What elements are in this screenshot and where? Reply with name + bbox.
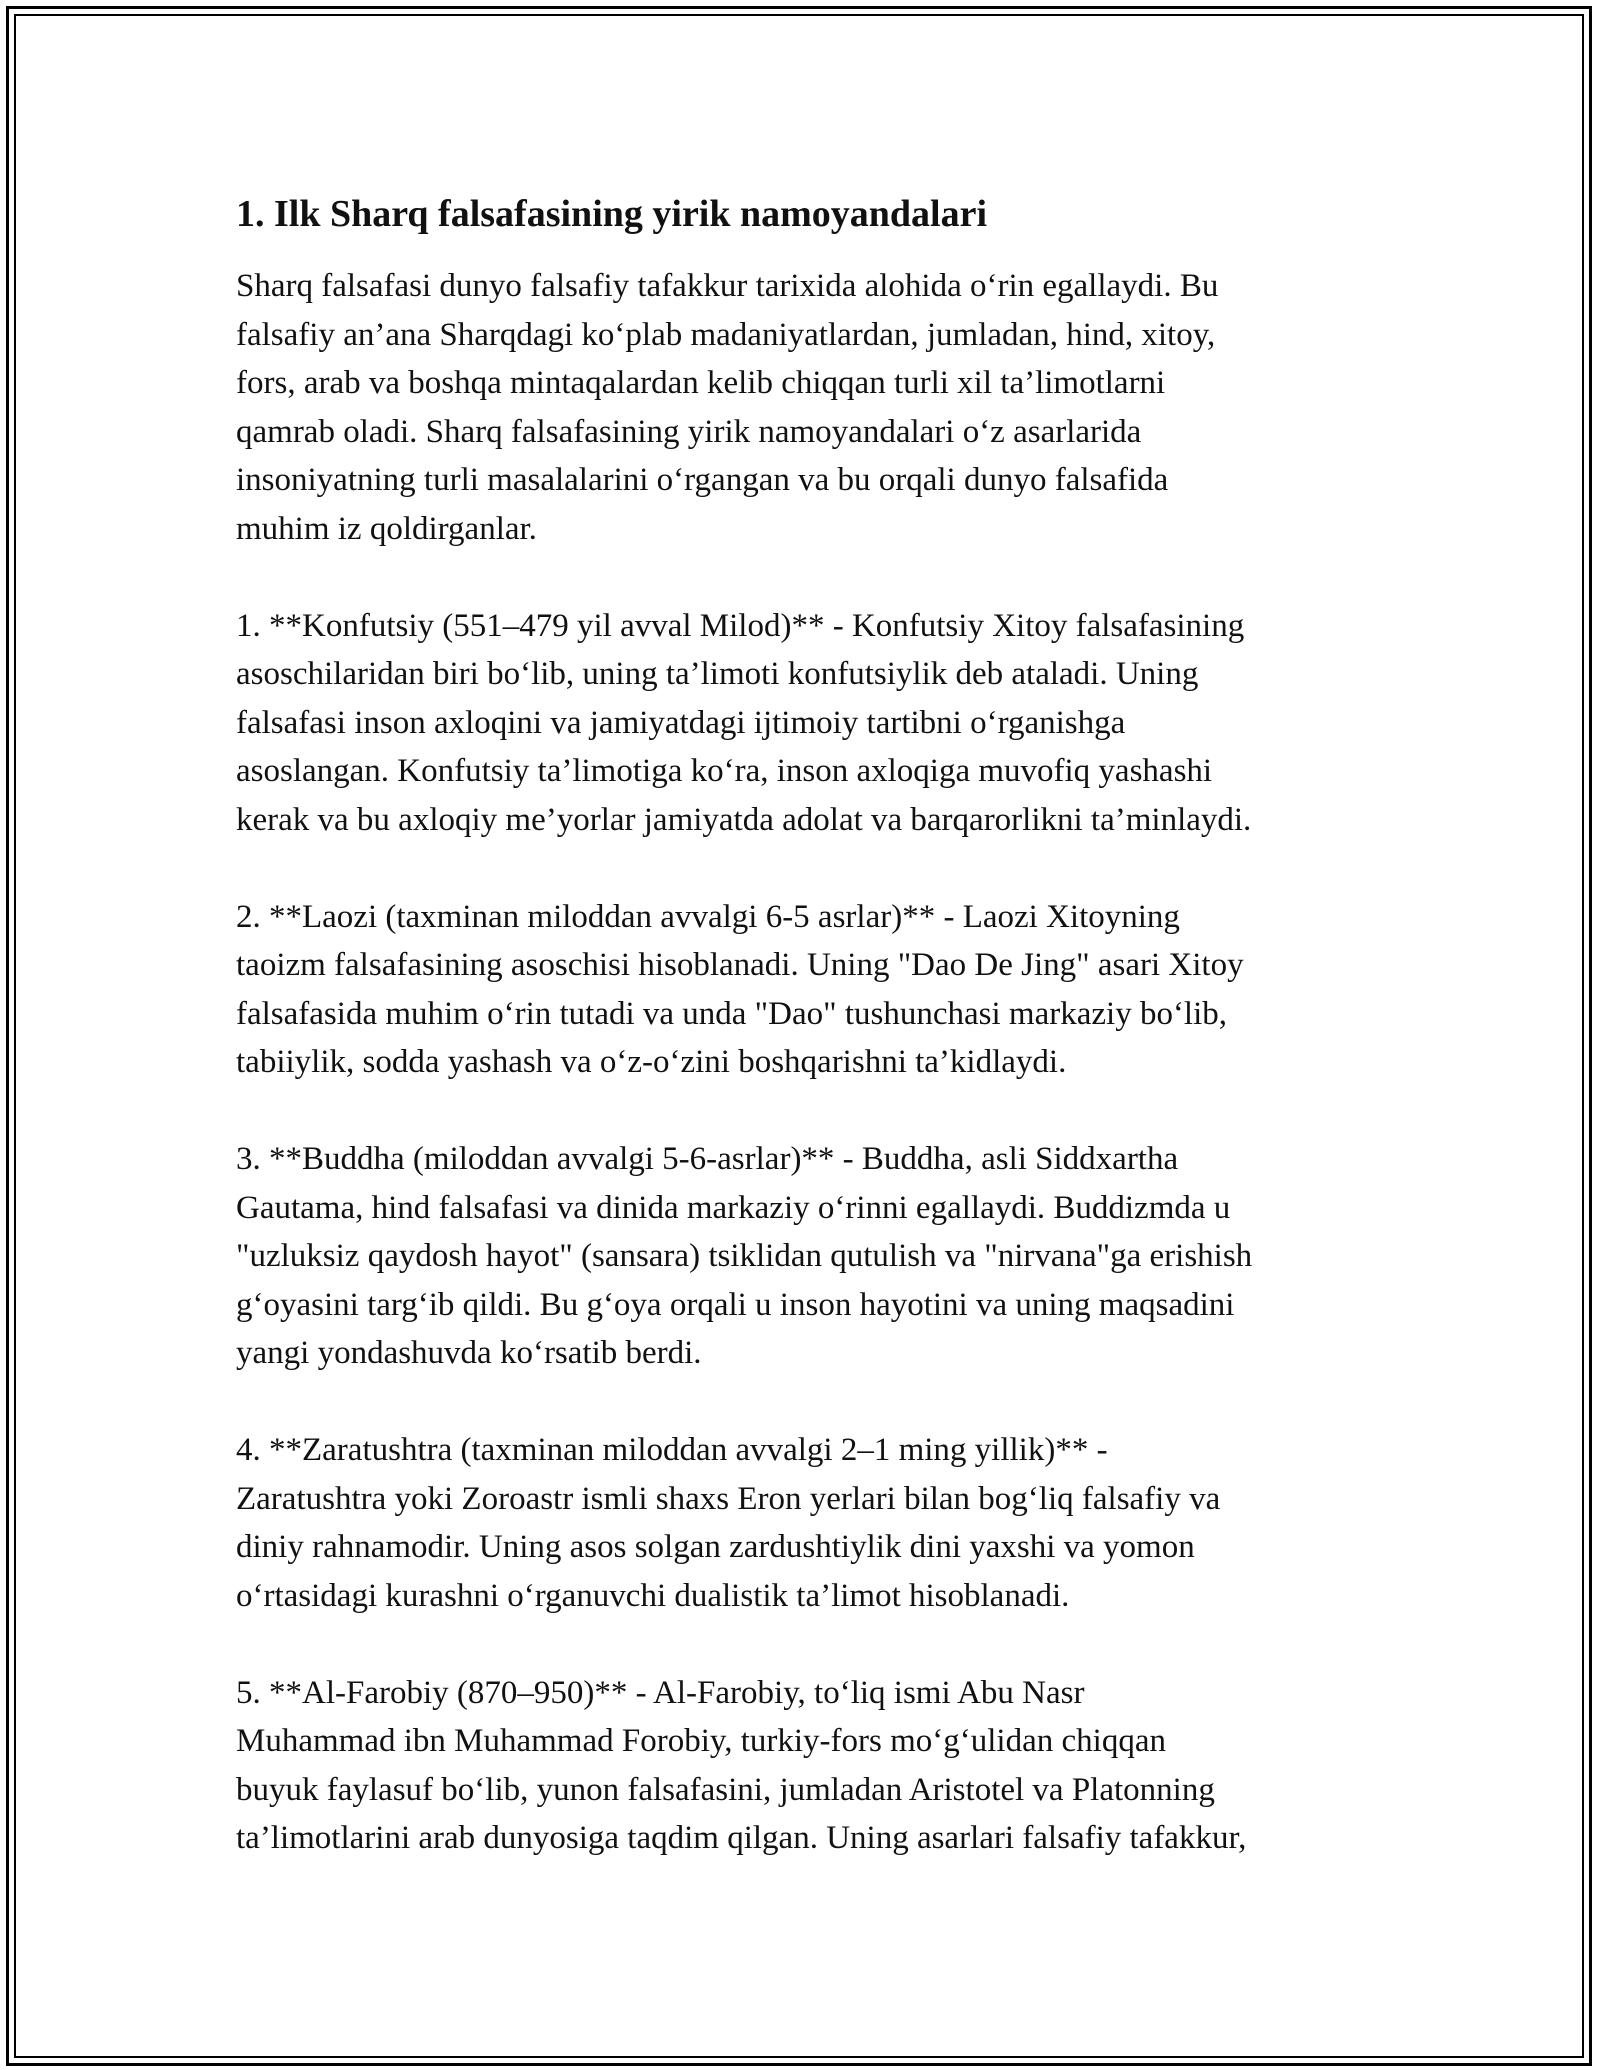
list-item-zaratushtra: 4. **Zaratushtra (taxminan miloddan avvalgi 2–1 ming yillik)** - Zaratushtra yoki Zoroastr ismli shaxs Eron yerlari bilan bog‘liq falsafiy va diniy rahnamodir. Uning asos solgan zardushtiylik dini yaxshi va yomon o‘rtasidagi kurashni o‘rganuvchi dualistik ta’limot hisoblanadi. xyxy=(236,1432,1221,1614)
list-item-al-farobiy: 5. **Al-Farobiy (870–950)** - Al-Farobiy, to‘liq ismi Abu Nasr Muhammad ibn Muhammad Forobiy, turkiy-fors mo‘g‘ulidan chiqqan buyuk faylasuf bo‘lib, yunon falsafasini, jumladan Aristotel va Platonning ta’limotlarini arab dunyosiga taqdim qilgan. Uning asarlari falsafiy tafakkur, xyxy=(236,1674,1247,1856)
list-item-laozi: 2. **Laozi (taxminan miloddan avvalgi 6-5 asrlar)** - Laozi Xitoyning taoizm falsafasining asoschisi hisoblanadi. Uning "Dao De Jing" asari Xitoy falsafasida muhim o‘rin tutadi va unda "Dao" tushunchasi markaziy bo‘lib, tabiiylik, sodda yashash va o‘z-o‘zini boshqarishni ta’kidlaydi. xyxy=(236,898,1244,1080)
list-item-buddha: 3. **Buddha (miloddan avvalgi 5-6-asrlar)** - Buddha, asli Siddxartha Gautama, hind falsafasi va dinida markaziy o‘rinni egallaydi. Buddizmda u "uzluksiz qaydosh hayot" (sansara) tsiklidan qutulish va "nirvana"ga erishish g‘oyasini targ‘ib qildi. Bu g‘oya orqali u inson hayotini va uning maqsadini yangi yondashuvda ko‘rsatib berdi. xyxy=(236,1141,1253,1371)
intro-paragraph: Sharq falsafasi dunyo falsafiy tafakkur tarixida alohida o‘rin egallaydi. Bu falsafiy an’ana Sharqdagi ko‘plab madaniyatlardan, jumladan, hind, xitoy, fors, arab va boshqa mintaqalardan kelib chiqqan turli xil ta’limotlarni qamrab oladi. Sharq falsafasining yirik namoyandalari o‘z asarlarida insoniyatning turli masalalarini o‘rgangan va bu orqali dunyo falsafida muhim iz qoldirganlar. xyxy=(236,268,1219,547)
document-body xyxy=(236,188,1376,1911)
list-item-konfutsiy: 1. **Konfutsiy (551–479 yil avval Milod)** - Konfutsiy Xitoy falsafasining asoschilaridan biri bo‘lib, uning ta’limoti konfutsiylik deb ataladi. Uning falsafasi inson axloqini va jamiyatdagi ijtimoiy tartibni o‘rganishga asoslangan. Konfutsiy ta’limotiga ko‘ra, inson axloqiga muvofiq yashashi kerak va bu axloqiy me’yorlar jamiyatda adolat va barqarorlikni ta’minlaydi. xyxy=(236,607,1252,838)
section-heading: 1. Ilk Sharq falsafasining yirik namoyandalari xyxy=(236,193,988,235)
